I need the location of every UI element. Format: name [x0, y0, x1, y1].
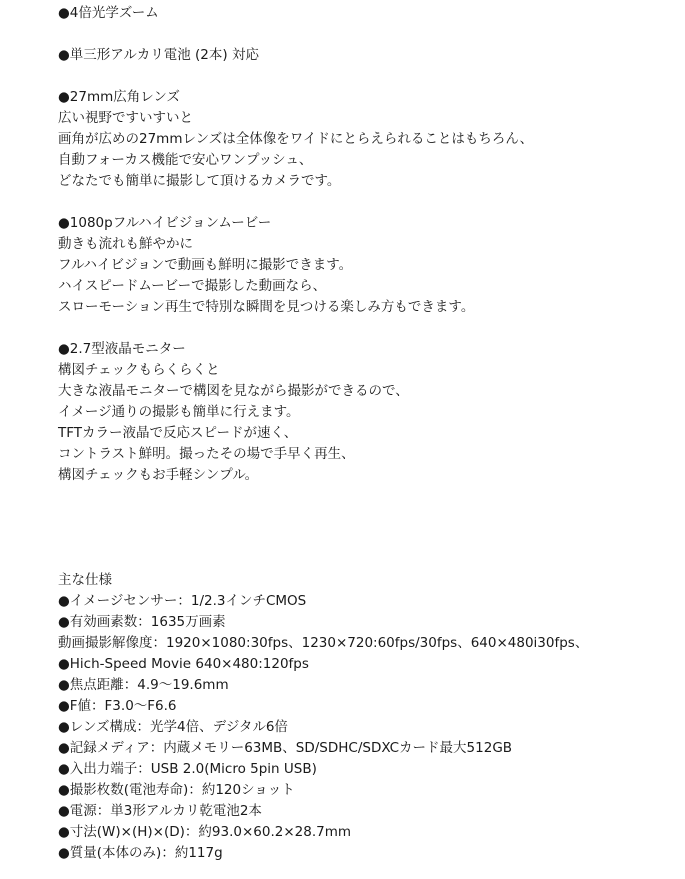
spec-item-dimensions: ●寸法(W)×(H)×(D)：約93.0×60.2×28.7mm: [58, 824, 351, 840]
feature-heading-zoom: ●4倍光学ズーム: [58, 5, 159, 21]
feature-text-line: 動きも流れも鮮やかに: [58, 236, 193, 252]
spec-item-io-port: ●入出力端子：USB 2.0(Micro 5pin USB): [58, 761, 317, 777]
spec-item-lens-config: ●レンズ構成：光学4倍、デジタル6倍: [58, 719, 288, 735]
spacer-large: [58, 486, 678, 570]
spec-item-f-number: ●F値：F3.0～F6.6: [58, 698, 177, 714]
feature-text-line: ハイスピードムービーで撮影した動画なら、: [58, 278, 327, 294]
feature-text-line: フルハイビジョンで動画も鮮明に撮影できます。: [58, 257, 353, 273]
feature-text-line: 自動フォーカス機能で安心ワンプッシュ、: [58, 152, 313, 168]
feature-text-line: コントラスト鮮明。撮ったその場で手早く再生、: [58, 446, 355, 462]
specs-title: 主な仕様: [58, 572, 112, 588]
feature-text-line: 広い視野ですいすいと: [58, 110, 193, 126]
spacer: [58, 318, 678, 339]
feature-text-line: 構図チェックもらくらくと: [58, 362, 220, 378]
spec-item-shots: ●撮影枚数(電池寿命)：約120ショット: [58, 782, 295, 798]
spec-item-power: ●電源：単3形アルカリ乾電池2本: [58, 803, 262, 819]
product-description: [58, 3, 678, 864]
spacer: [58, 24, 678, 45]
feature-heading-battery: ●単三形アルカリ電池 (2本) 対応: [58, 47, 259, 63]
spec-item-high-speed-movie: ●Hich-Speed Movie 640×480:120fps: [58, 656, 309, 672]
feature-text-line: 構図チェックもお手軽シンプル。: [58, 467, 259, 483]
spec-item-media: ●記録メディア：内蔵メモリー63MB、SD/SDHC/SDXCカード最大512GB: [58, 740, 513, 756]
feature-heading-lens: ●27mm広角レンズ: [58, 89, 181, 105]
feature-text-line: 大きな液晶モニターで構図を見ながら撮影ができるので、: [58, 383, 409, 399]
spacer: [58, 66, 678, 87]
feature-text-line: イメージ通りの撮影も簡単に行えます。: [58, 404, 300, 420]
feature-text-line: TFTカラー液晶で反応スピードが速く、: [58, 425, 298, 441]
spacer: [58, 192, 678, 213]
spec-item-sensor: ●イメージセンサー：1/2.3インチCMOS: [58, 593, 307, 609]
spec-item-weight: ●質量(本体のみ)：約117g: [58, 845, 223, 861]
spec-item-video-resolution: 動画撮影解像度：1920×1080:30fps、1230×720:60fps/30fps、640×480i30fps、: [58, 635, 589, 651]
feature-text-line: 画角が広めの27mmレンズは全体像をワイドにとらえられることはもちろん、: [58, 131, 534, 147]
spec-item-pixels: ●有効画素数：1635万画素: [58, 614, 226, 630]
spec-item-focal-length: ●焦点距離：4.9～19.6mm: [58, 677, 229, 693]
feature-text-line: どなたでも簡単に撮影して頂けるカメラです。: [58, 173, 341, 189]
feature-heading-movie: ●1080pフルハイビジョンムービー: [58, 215, 272, 231]
feature-text-line: スローモーション再生で特別な瞬間を見つける楽しみ方もできます。: [58, 299, 475, 315]
feature-heading-monitor: ●2.7型液晶モニター: [58, 341, 186, 357]
